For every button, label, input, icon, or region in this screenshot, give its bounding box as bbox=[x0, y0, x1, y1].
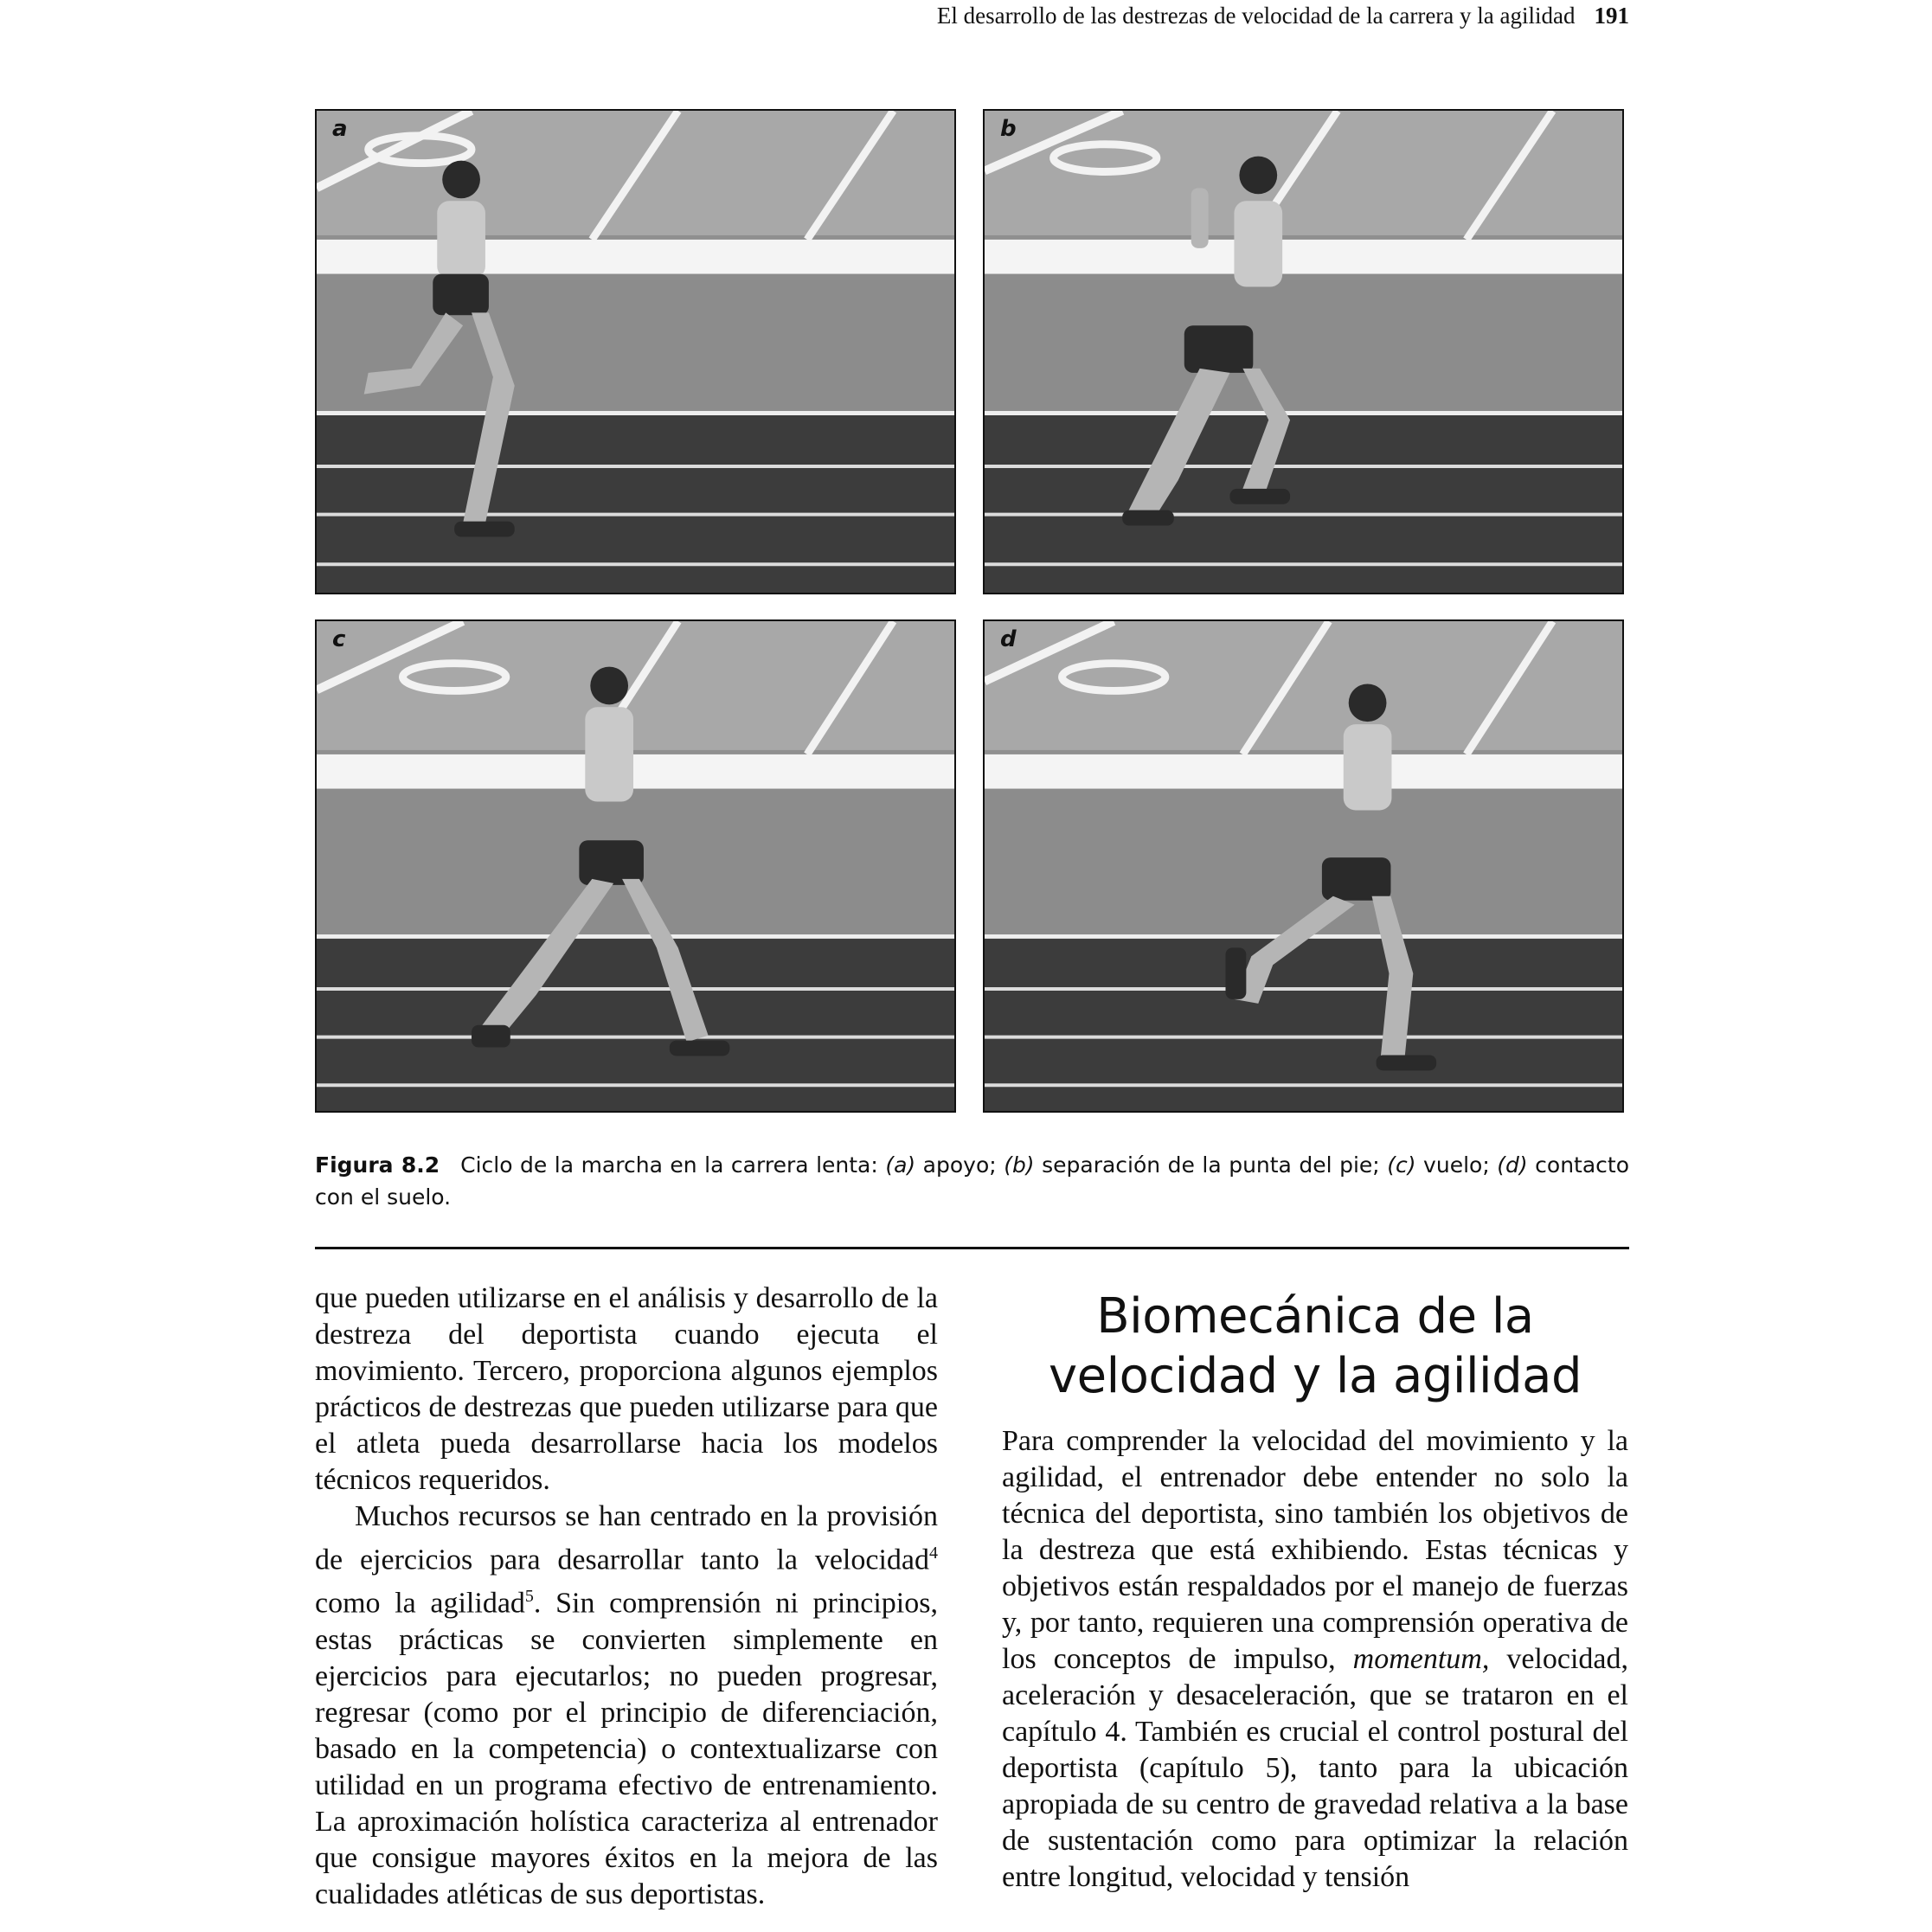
italic-term: momentum, bbox=[1352, 1643, 1490, 1675]
figure-panel-c bbox=[315, 619, 956, 1113]
caption-text: Ciclo de la marcha en la carrera lenta: bbox=[460, 1152, 886, 1178]
panel-letter-b: b bbox=[1000, 116, 1017, 142]
caption-text: vuelo; bbox=[1415, 1152, 1498, 1178]
paragraph-text: Para comprender la velocidad del movimiento y la agilidad, el entrenador debe entender no solo la técnica del deportista, sino también los objetivos de la destreza que está exhibiendo. Estas técnicas y objetivos están respaldados por el manejo de fuerzas y, por tanto, requieren una comprensión operativa de los conceptos de impulso, bbox=[1002, 1425, 1628, 1675]
section-heading-line: Biomecánica de la bbox=[1096, 1288, 1534, 1345]
running-title: El desarrollo de las destrezas de velocidad de la carrera y la agilidad bbox=[936, 3, 1576, 29]
figure-panel-d bbox=[983, 619, 1624, 1113]
body-paragraph bbox=[315, 1499, 938, 1913]
running-header bbox=[315, 0, 1629, 35]
caption-ref-b: (b) bbox=[1004, 1152, 1035, 1178]
figure-panel-a bbox=[315, 109, 956, 594]
horizontal-divider bbox=[315, 1247, 1629, 1249]
panel-letter-c: c bbox=[332, 626, 346, 652]
body-paragraph: que pueden utilizarse en el análisis y desarrollo de la destreza del deportista cuando ejecuta el movimiento. Tercero, proporciona algunos ejemplos prácticos de destrezas que pueden utilizarse para que el atleta pueda desarrollarse hacia los modelos técnicos requeridos. bbox=[315, 1282, 938, 1496]
footnote-ref: 4 bbox=[929, 1544, 938, 1563]
right-column bbox=[1002, 1423, 1628, 1896]
section-heading-line: velocidad y la agilidad bbox=[1048, 1348, 1582, 1404]
running-photo-d bbox=[985, 621, 1622, 1111]
panel-letter-d: d bbox=[1000, 626, 1017, 652]
body-paragraph bbox=[1002, 1423, 1628, 1896]
left-column bbox=[315, 1281, 938, 1913]
caption-text: apoyo; bbox=[915, 1152, 1005, 1178]
paragraph-text: como la agilidad bbox=[315, 1587, 525, 1620]
section-heading bbox=[1002, 1287, 1628, 1406]
footnote-ref: 5 bbox=[524, 1587, 534, 1607]
page-number: 191 bbox=[1594, 3, 1629, 29]
running-photo-c bbox=[317, 621, 954, 1111]
caption-text: separación de la punta del pie; bbox=[1034, 1152, 1388, 1178]
paragraph-text: Muchos recursos se han centrado en la provisión de ejercicios para desarrollar tanto la velocidad bbox=[315, 1500, 938, 1576]
figure-panel-b bbox=[983, 109, 1624, 594]
caption-text: contacto con el suelo. bbox=[315, 1152, 1630, 1210]
figure-label: Figura 8.2 bbox=[315, 1152, 440, 1178]
caption-ref-c: (c) bbox=[1387, 1152, 1416, 1178]
running-photo-a bbox=[317, 111, 954, 593]
paragraph-text: . Sin comprensión ni principios, estas prácticas se convierten simplemente en ejercicios para ejecutarlos; no pueden progresar, regresar (como por el principio de diferenciación, basado en la competencia) o contextualizarse con utilidad en un programa efectivo de entrenamiento. La aproximación holística caracteriza al entrenador que consigue mayores éxitos en la mejora de las cualidades atléticas de sus deportistas. bbox=[315, 1587, 938, 1910]
paragraph-text: velocidad, aceleración y desaceleración, que se trataron en el capítulo 4. También es crucial el control postural del deportista (capítulo 5), tanto para la ubicación apropiada de su centro de gravedad relativa a la base de sustentación como para optimizar la relación entre longitud, velocidad y tensión bbox=[1002, 1643, 1628, 1893]
caption-ref-a: (a) bbox=[885, 1152, 916, 1178]
figure-caption bbox=[315, 1149, 1629, 1213]
running-photo-b bbox=[985, 111, 1622, 593]
caption-ref-d: (d) bbox=[1497, 1152, 1528, 1178]
panel-letter-a: a bbox=[332, 116, 348, 142]
